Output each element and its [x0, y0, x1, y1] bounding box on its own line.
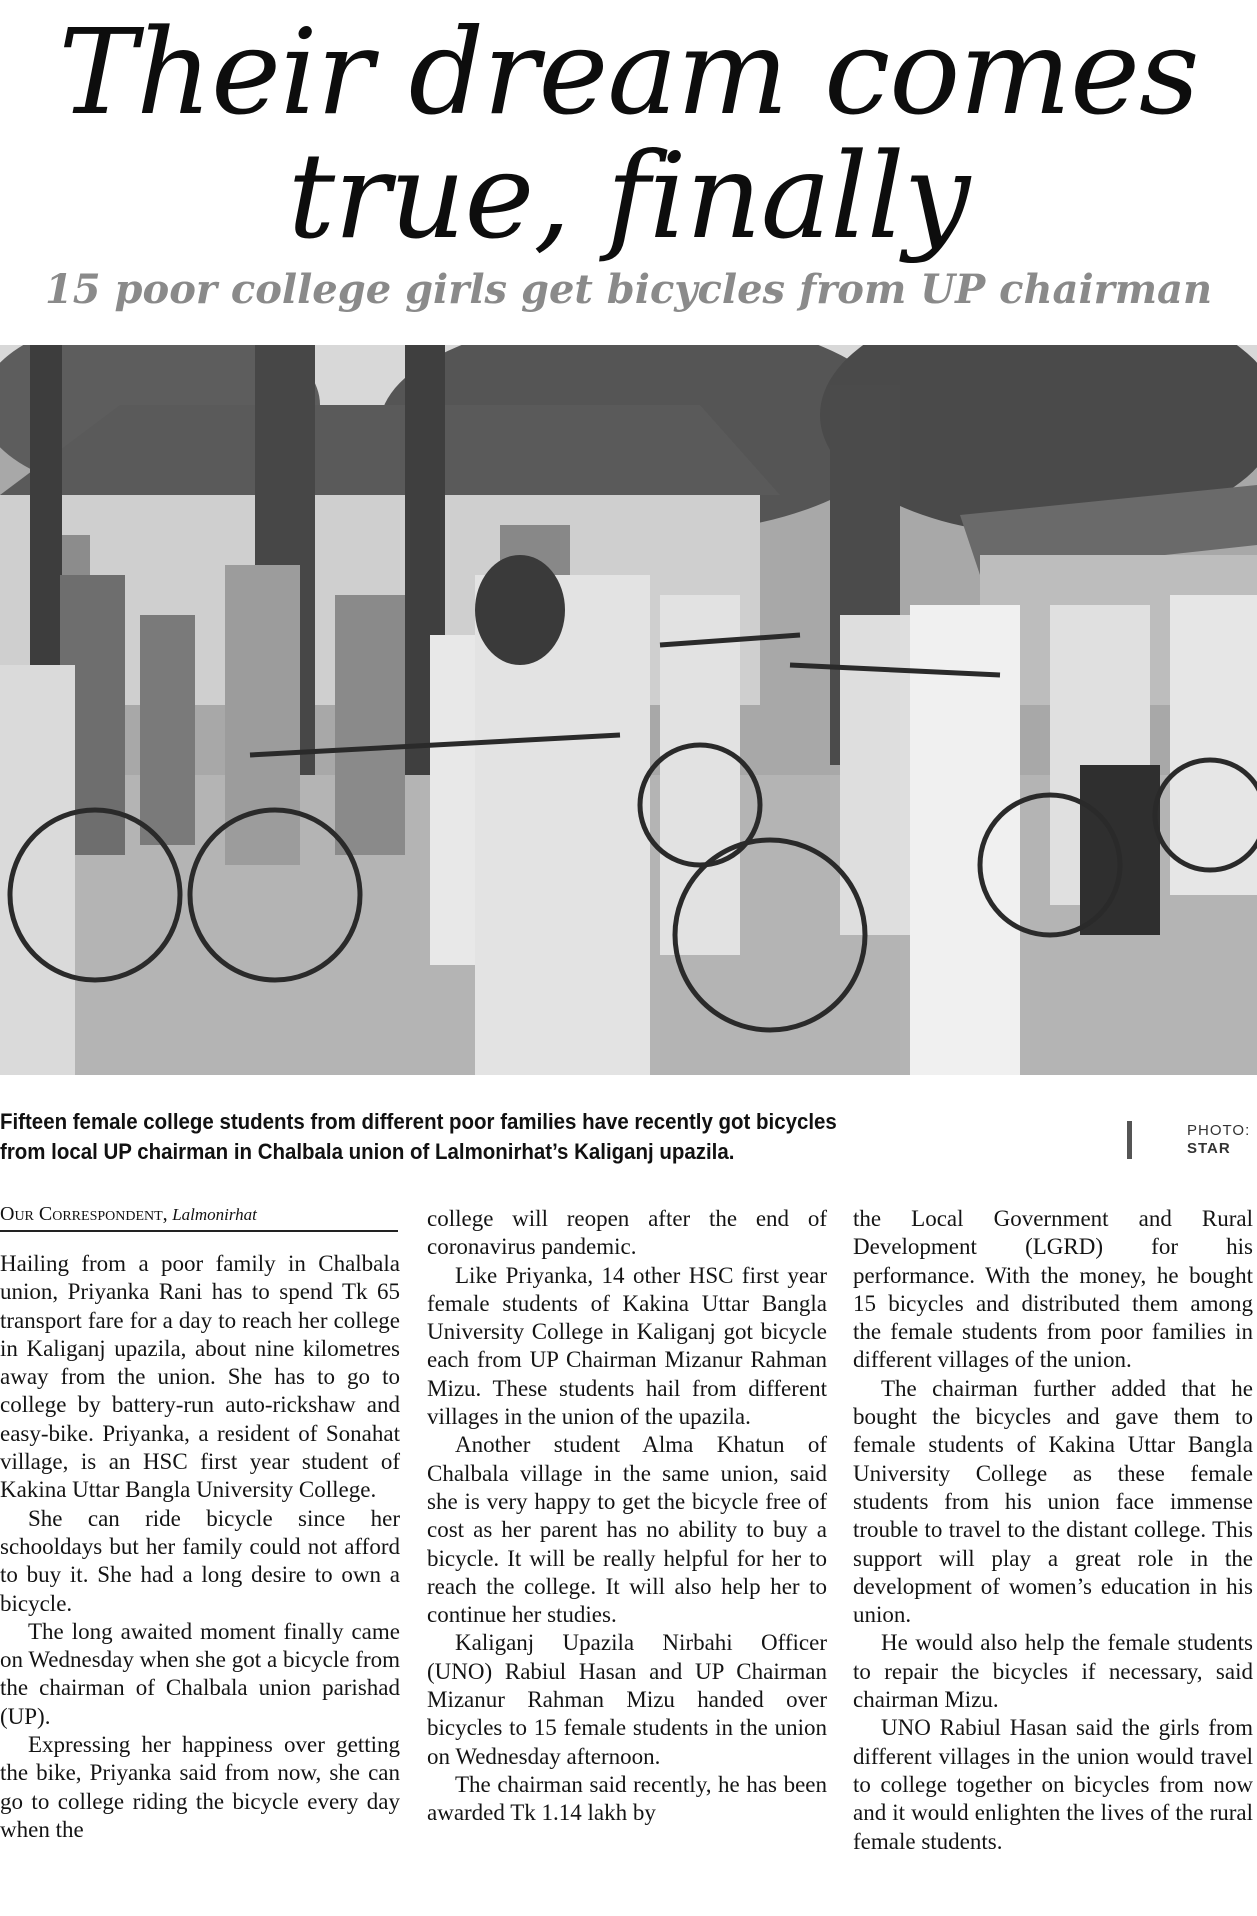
- paragraph: Kaliganj Upazila Nirbahi Officer (UNO) Rabiul Hasan and UP Chairman Mizanur Rahman Mizu handed over bicycles to 15 female students in the union on Wednesday afternoon.: [427, 1630, 827, 1769]
- article-column-2: [427, 1205, 827, 1828]
- headline-line-1: Their dream comes: [58, 3, 1199, 141]
- paragraph: He would also help the female students to repair the bicycles if necessary, said chairman Mizu.: [853, 1630, 1253, 1713]
- subheadline: 15 poor college girls get bicycles from UP chairman: [44, 266, 1213, 313]
- article-column-3: [853, 1205, 1253, 1856]
- paragraph: Hailing from a poor family in Chalbala union, Priyanka Rani has to spend Tk 65 transport fare for a day to reach her college in Kaliganj upazila, about nine kilometres away from the union. She has to go to college by battery-run auto-rickshaw and easy-bike. Priyanka, a resident of Sonahat village, is an HSC first year student of Kakina Uttar Bangla University College.: [0, 1251, 400, 1503]
- paragraph: college will reopen after the end of coronavirus pandemic.: [427, 1206, 827, 1260]
- headline-line-2: true, finally: [287, 127, 970, 265]
- article-column-1: [0, 1250, 400, 1844]
- paragraph: Another student Alma Khatun of Chalbala village in the same union, said she is very happy to get the bicycle free of cost as her parent has no ability to buy a bicycle. It will be really helpful for her to reach the college. It will also help her to continue her studies.: [427, 1432, 827, 1628]
- paragraph: Like Priyanka, 14 other HSC first year female students of Kakina Uttar Bangla University College in Kaliganj got bicycle each from UP Chairman Mizanur Rahman Mizu. These students hail from different villages in the union of the upazila.: [427, 1262, 827, 1430]
- paragraph: The chairman further added that he bought the bicycles and gave them to female students of Kakina Uttar Bangla University College as these female students from his union face immense trouble to travel to the distant college. This support will play a great role in the development of women’s education in his union.: [853, 1375, 1253, 1628]
- paragraph: She can ride bicycle since her schooldays but her family could not afford to buy it. She had a long desire to own a bicycle.: [0, 1505, 400, 1616]
- news-photo: [0, 345, 1257, 1075]
- paragraph: The long awaited moment finally came on Wednesday when she got a bicycle from the chairman of Chalbala union parishad (UP).: [0, 1618, 400, 1729]
- photo-credit-source: STAR: [1187, 1140, 1231, 1157]
- paragraph: Expressing her happiness over getting the bike, Priyanka said from now, she can go to college riding the bicycle every day when the: [0, 1732, 400, 1842]
- photo-credit-label: PHOTO:: [1187, 1122, 1251, 1139]
- caption-line-1: Fifteen female college students from different poor families have recently got bicycles: [0, 1109, 837, 1134]
- byline-location: Lalmonirhat: [172, 1205, 257, 1224]
- photo-credit: [1187, 1122, 1250, 1158]
- credit-divider: [1127, 1121, 1132, 1159]
- paragraph: the Local Government and Rural Development (LGRD) for his performance. With the money, he bought 15 bicycles and distributed them among the female students from poor families in different villages of the union.: [853, 1206, 1253, 1373]
- caption-line-2: from local UP chairman in Chalbala union of Lalmonirhat’s Kaliganj upazila.: [0, 1139, 735, 1164]
- paragraph: The chairman said recently, he has been awarded Tk 1.14 lakh by: [427, 1771, 827, 1826]
- headline: [0, 3, 1257, 265]
- byline-name: Our Correspondent,: [0, 1203, 168, 1225]
- photo-caption: [0, 1107, 1004, 1167]
- paragraph: UNO Rabiul Hasan said the girls from different villages in the union would travel to college together on bicycles from now and it would enlighten the lives of the rural female students.: [853, 1715, 1253, 1854]
- byline: [0, 1203, 398, 1232]
